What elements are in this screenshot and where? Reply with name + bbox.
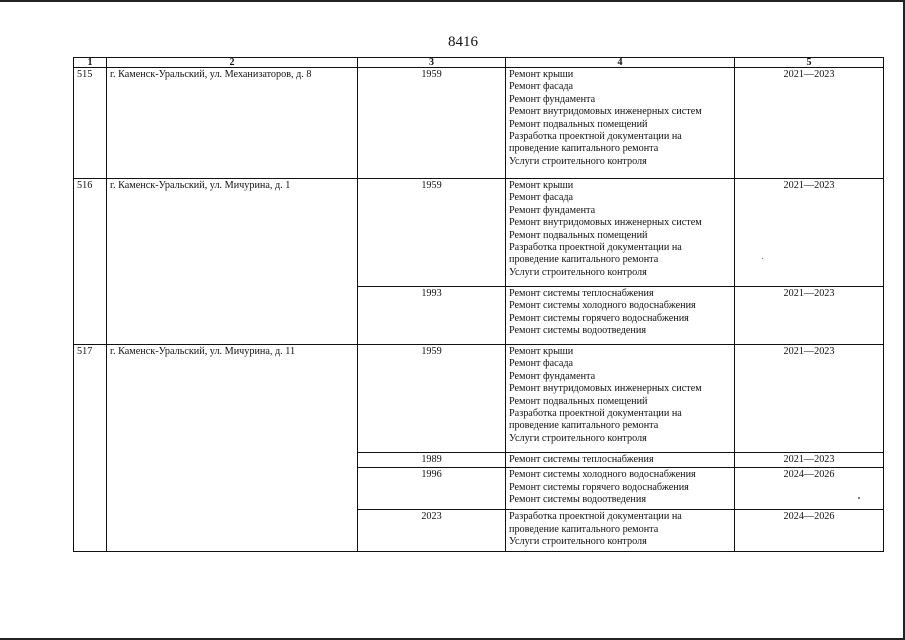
table-body <box>74 68 884 552</box>
year-cell: 1989 <box>358 453 506 468</box>
year-cell: 1993 <box>358 287 506 345</box>
work-item: Ремонт крыши <box>509 69 574 80</box>
page-number: 8416 <box>448 34 478 50</box>
work-item: Ремонт фундамента <box>509 370 596 382</box>
work-item: Разработка проектной документации на проведение капитального ремонта <box>509 408 682 432</box>
row-number: 517 <box>74 345 107 552</box>
table-row <box>74 345 884 453</box>
year-cell: 1996 <box>358 468 506 510</box>
period-cell: 2024—2026 <box>735 468 884 510</box>
work-item: Ремонт системы горячего водоснабжения <box>509 481 689 493</box>
works-cell <box>506 68 735 179</box>
work-item: Ремонт фасада <box>509 81 574 93</box>
period-cell: 2021—2023 <box>735 345 884 453</box>
work-item: Ремонт подвальных помещений <box>509 395 648 407</box>
work-item: Услуги строительного контроля <box>509 155 647 167</box>
work-item: Услуги строительного контроля <box>509 536 647 548</box>
work-item: Ремонт подвальных помещений <box>509 118 648 130</box>
work-item: Ремонт системы водоотведения <box>509 494 647 506</box>
year-cell: 1959 <box>358 345 506 453</box>
period-cell: 2021—2023 <box>735 453 884 468</box>
work-item: Ремонт подвальных помещений <box>509 229 648 241</box>
work-item: Ремонт фасада <box>509 358 574 370</box>
header-col-1: 1 <box>74 58 107 68</box>
scan-speck <box>762 258 763 259</box>
works-cell <box>506 468 735 510</box>
works-cell <box>506 287 735 345</box>
work-item: Ремонт фундамента <box>509 93 596 105</box>
row-number: 515 <box>74 68 107 179</box>
work-item: Услуги строительного контроля <box>509 266 647 278</box>
year-cell: 1959 <box>358 68 506 179</box>
header-col-4: 4 <box>506 58 735 68</box>
scan-border-top <box>0 0 905 2</box>
period-cell: 2021—2023 <box>735 68 884 179</box>
work-item: Услуги строительного контроля <box>509 432 647 444</box>
header-col-3: 3 <box>358 58 506 68</box>
header-col-5: 5 <box>735 58 884 68</box>
period-cell: 2021—2023 <box>735 287 884 345</box>
work-item: Разработка проектной документации на проведение капитального ремонта <box>509 511 682 535</box>
work-item: Ремонт фасада <box>509 192 574 204</box>
header-col-2: 2 <box>107 58 358 68</box>
work-item: Ремонт системы теплоснабжения <box>509 288 654 299</box>
work-item: Ремонт внутридомовых инженерных систем <box>509 106 702 118</box>
work-item: Ремонт системы холодного водоснабжения <box>509 300 696 312</box>
object-address: г. Каменск-Уральский, ул. Мичурина, д. 11 <box>107 345 358 552</box>
year-cell: 1959 <box>358 179 506 287</box>
work-item: Ремонт системы холодного водоснабжения <box>509 469 696 481</box>
scan-speck <box>858 497 860 499</box>
year-cell: 2023 <box>358 510 506 552</box>
row-number: 516 <box>74 179 107 345</box>
works-cell <box>506 179 735 287</box>
work-item: Разработка проектной документации на проведение капитального ремонта <box>509 131 682 155</box>
works-cell <box>506 510 735 552</box>
table-row <box>74 68 884 179</box>
works-cell <box>506 453 735 468</box>
object-address: г. Каменск-Уральский, ул. Мичурина, д. 1 <box>107 179 358 345</box>
work-item: Ремонт фундамента <box>509 204 596 216</box>
work-item: Разработка проектной документации на проведение капитального ремонта <box>509 242 682 266</box>
period-cell: 2024—2026 <box>735 510 884 552</box>
object-address: г. Каменск-Уральский, ул. Механизаторов, д. 8 <box>107 68 358 179</box>
work-item: Ремонт внутридомовых инженерных систем <box>509 383 702 395</box>
work-item: Ремонт внутридомовых инженерных систем <box>509 217 702 229</box>
table-row <box>74 179 884 287</box>
work-item: Ремонт крыши <box>509 346 574 357</box>
works-cell <box>506 345 735 453</box>
header-row <box>74 58 884 68</box>
period-cell: 2021—2023 <box>735 179 884 287</box>
work-item: Ремонт системы водоотведения <box>509 325 647 337</box>
work-item: Ремонт крыши <box>509 180 574 191</box>
repair-schedule-table <box>73 57 884 552</box>
work-item: Ремонт системы теплоснабжения <box>509 454 654 465</box>
work-item: Ремонт системы горячего водоснабжения <box>509 312 689 324</box>
